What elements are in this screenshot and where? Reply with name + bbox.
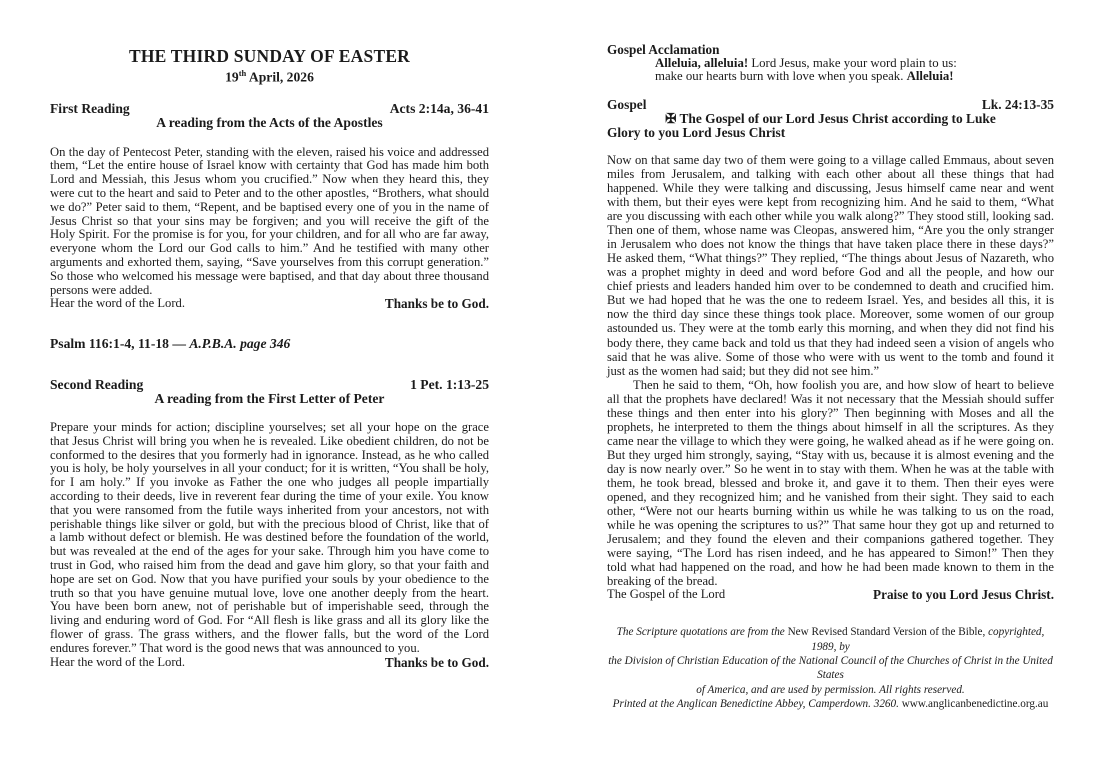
gospel-paragraph-1: Now on that same day two of them were going to a village called Emmaus, about seven miles from Jerusalem, and talking with each other about all these things that had happened. While they were talking and discussing, Jesus himself came near and went with them, but their eyes were kept from recognizing him. And he said to them, “What are you discussing with each other while you walk along?” They stood still, looking sad. Then one of them, whose name was Cleopas, answered him, “Are you the only stranger in Jerusalem who does not know the things that have taken place there in these days?” He asked them, “What things?” They replied, “The things about Jesus of Nazareth, who was a prophet mighty in deed and word before God and all the people, and how our chief priests and leaders handed him over to be condemned to death and crucified him. But we had hoped that he was the one to redeem Israel. Yes, and besides all this, it is now the third day since these things took place. Moreover, some women of our group astounded us. They were at the tomb early this morning, and when they did not find his body there, they came back and told us that they had indeed seen a vision of angels who said that he was alive. Some of those who were with us went to the tomb and found it just as the women had said; but they did not see him.”: [607, 152, 1054, 378]
gospel-acclamation-line2: [655, 70, 1054, 83]
gospel-versicle-row: [607, 588, 1054, 602]
date-rest: April, 2026: [246, 69, 314, 85]
psalm-source: A.P.B.A. page 346: [189, 336, 291, 352]
second-reading-subtitle: A reading from the First Letter of Peter: [154, 391, 385, 407]
gospel-header: [607, 98, 1054, 112]
footer-line-4: [607, 697, 1054, 711]
psalm-ref-text: Psalm 116:1-4, 11-18 —: [50, 336, 190, 352]
date-day: 19: [225, 69, 239, 85]
acclamation-alleluia: Alleluia, alleluia!: [655, 55, 749, 70]
footer-copyright-year: copyrighted, 1989, by: [811, 626, 1045, 653]
gospel-versicle: The Gospel of the Lord: [607, 587, 726, 602]
first-reading-header: [50, 102, 489, 116]
first-reading-reference: Acts 2:14a, 36-41: [389, 100, 489, 116]
service-date: [50, 66, 489, 85]
gospel-body: [607, 153, 1054, 588]
copyright-footer: [607, 625, 1054, 711]
gospel-acclamation-label: Gospel Acclamation: [607, 42, 720, 57]
gospel-acclamation-text: [607, 57, 1054, 83]
gospel-label: Gospel: [607, 96, 647, 112]
first-reading-response: Thanks be to God.: [384, 296, 489, 312]
second-reading-reference: 1 Pet. 1:13-25: [410, 377, 489, 393]
footer-printer-credit: Printed at the Anglican Benedictine Abbey, Camperdown. 3260.: [612, 698, 902, 711]
first-reading-label: First Reading: [50, 100, 130, 116]
second-reading-label: Second Reading: [50, 377, 144, 393]
gospel-paragraph-2: Then he said to them, “Oh, how foolish you are, and how slow of heart to believe all that the prophets have declared! Was it not necessary that the Messiah should suffer these things and then enter into his glory?” Then beginning with Moses and all the prophets, he interpreted to them the things about himself in all the scriptures. As they came near the village to which they were going, he walked ahead as if he were going on. But they urged him strongly, saying, “Stay with us, because it is almost evening and the day is now nearly over.” So he went in to stay with them. When he was at the table with them, he took bread, blessed and broke it, and gave it to them. Then their eyes were opened, and they recognized him; and he vanished from their sight. They said to each other, “Were not our hearts burning within us while he was talking to us on the road, while he was opening the scriptures to us?” That same hour they got up and returned to Jerusalem; and they found the eleven and their companions gathered together. They were saying, “The Lord has risen indeed, and he has appeared to Simon!” Then they told what had happened on the road, and how he had been made known to them in the breaking of the bread.: [607, 377, 1054, 589]
acclamation-alleluia2: Alleluia!: [906, 68, 954, 83]
left-page-column: [50, 0, 489, 669]
gospel-response: Praise to you Lord Jesus Christ.: [873, 587, 1054, 603]
second-reading-response: Thanks be to God.: [384, 654, 489, 670]
acclamation-petition: Lord Jesus, make your word plain to us:: [748, 55, 957, 70]
footer-line-1: [607, 625, 1054, 654]
second-reading-body: [50, 421, 489, 656]
second-reading-versicle-row: [50, 656, 489, 670]
gospel-glory-response: Glory to you Lord Jesus Christ: [607, 124, 786, 140]
footer-bible-version: New Revised Standard Version of the Bible,: [787, 626, 986, 639]
first-reading-paragraph: On the day of Pentecost Peter, standing with the eleven, raised his voice and addressed them, “Let the entire house of Israel know with certainty that God has made him both Lord and Messiah, this Jesus whom you crucified.” Now when they heard this, they were cut to the heart and said to Peter and to the other apostles, “Brothers, what should we do?” Peter said to them, “Repent, and be baptised every one of you in the name of Jesus Christ so that your sins may be forgiven; and you will receive the gift of the Holy Spirit. For the promise is for you, for your children, and for all who are far away, everyone whom the Lord our God calls to him.” And he testified with many other arguments and exhorted them, saying, “Save yourselves from this corrupt generation.” So those who welcomed his message were baptised, and that day about three thousand persons were added.: [50, 144, 489, 297]
footer-website-url: www.anglicanbenedictine.org.au: [901, 698, 1049, 711]
acclamation-petition2: make our hearts burn with love when you speak.: [655, 68, 907, 83]
second-reading-header: [50, 378, 489, 392]
second-reading-versicle: Hear the word of the Lord.: [50, 654, 185, 669]
date-ordinal: th: [238, 68, 247, 78]
first-reading-subtitle: A reading from the Acts of the Apostles: [156, 114, 383, 130]
gospel-reference: Lk. 24:13-35: [981, 96, 1054, 112]
footer-line-3: of America, and are used by permission. All rights reserved.: [696, 683, 965, 696]
psalm-reference: [50, 336, 489, 351]
page-title: THE THIRD SUNDAY OF EASTER: [128, 46, 411, 66]
second-reading-paragraph: Prepare your minds for action; discipline yourselves; set all your hope on the grace that Jesus Christ will bring you when he is revealed. Like obedient children, do not be conformed to the desires that you formerly had in ignorance. Instead, as he who called you is holy, be holy yourselves in all your conduct; for it is written, “You shall be holy, for I am holy.” If you invoke as Father the one who judges all people impartially according to their deeds, live in reverent fear during the time of your exile. You know that you were ransomed from the futile ways inherited from your ancestors, not with perishable things like silver or gold, but with the precious blood of Christ, like that of a lamb without defect or blemish. He was destined before the foundation of the world, but was revealed at the end of the ages for your sake. Through him you have come to trust in God, who raised him from the dead and gave him glory, so that your faith and hope are set on God. Now that you have purified your souls by your obedience to the truth so that you have genuine mutual love, love one another deeply from the heart. You have been born anew, not of perishable but of imperishable seed, through the living and enduring word of God. For “All flesh is like grass and all its glory like the flower of grass. The grass withers, and the flower falls, but the word of the Lord endures forever.” That word is the good news that was announced to you.: [50, 420, 489, 655]
footer-line-2: the Division of Christian Education of the National Council of the Churches of Christ in the United States: [608, 654, 1053, 682]
first-reading-versicle-row: [50, 297, 489, 311]
footer-quotation-credit: The Scripture quotations are from the: [616, 626, 788, 639]
first-reading-body: [50, 146, 489, 298]
right-page-column: [607, 0, 1054, 712]
first-reading-versicle: Hear the word of the Lord.: [50, 296, 185, 311]
gospel-announcement: ✠ The Gospel of our Lord Jesus Christ according to Luke: [665, 110, 996, 126]
